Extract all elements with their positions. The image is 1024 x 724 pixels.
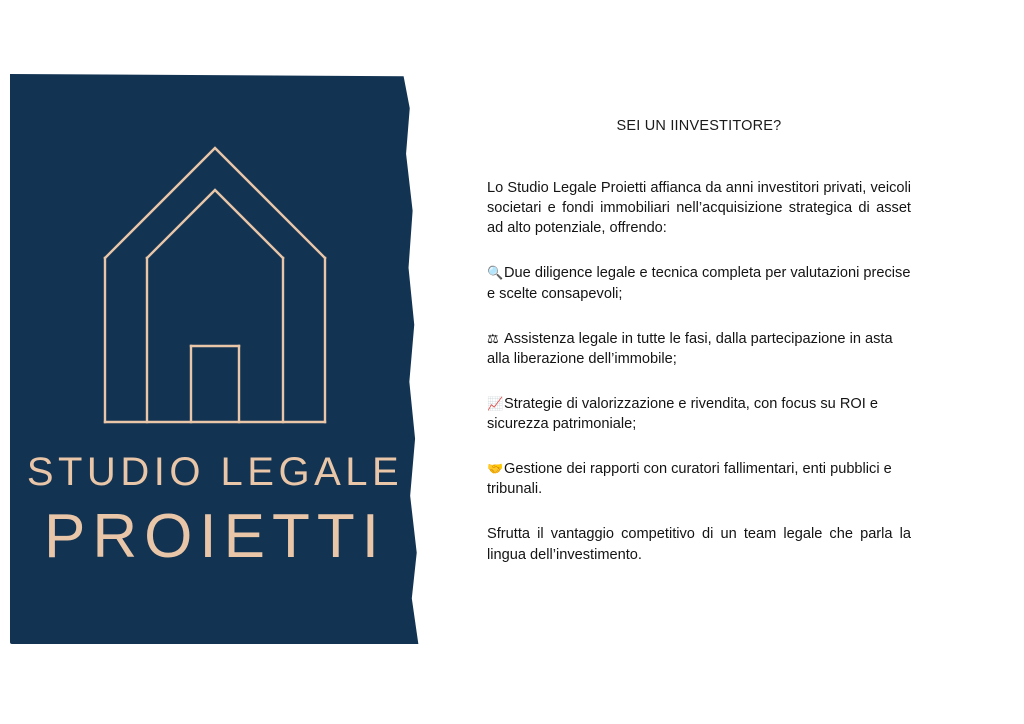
list-item-text: Gestione dei rapporti con curatori fallimentari, enti pubblici e tribunali. [487, 461, 892, 498]
content-column [487, 118, 911, 565]
list-item [487, 329, 911, 369]
intro-paragraph: Lo Studio Legale Proietti affianca da anni investitori privati, veicoli societari e fondi immobiliari nell’acquisizione strategica di asset ad alto potenziale, offrendo: [487, 180, 911, 237]
list-item-text: Strategie di valorizzazione e rivendita, con focus su ROI e sicurezza patrimoniale; [487, 395, 878, 432]
page-title: SEI UN IINVESTITORE? [616, 118, 782, 134]
list-item-text: Due diligence legale e tecnica completa per valutazioni precise e scelte consapevoli; [487, 265, 911, 302]
scales-icon: ⚖ [487, 330, 499, 346]
handshake-icon: 🤝 [487, 461, 504, 477]
logo-panel [10, 74, 420, 644]
list-item [487, 394, 911, 434]
list-item [487, 459, 911, 499]
list-item [487, 263, 911, 303]
closing-paragraph: Sfrutta il vantaggio competitivo di un team legale che parla la lingua dell’investimento. [487, 526, 911, 563]
chart-increasing-icon: 📈 [487, 395, 504, 411]
logo-text-line-2: PROIETTI [44, 502, 386, 571]
logo-content [10, 74, 420, 644]
house-outline-icon [99, 130, 331, 430]
magnifier-icon: 🔍 [487, 265, 504, 281]
logo-text-line-1: STUDIO LEGALE [26, 450, 404, 494]
list-item-text: Assistenza legale in tutte le fasi, dalla partecipazione in asta alla liberazione dell’immobile; [487, 330, 893, 367]
